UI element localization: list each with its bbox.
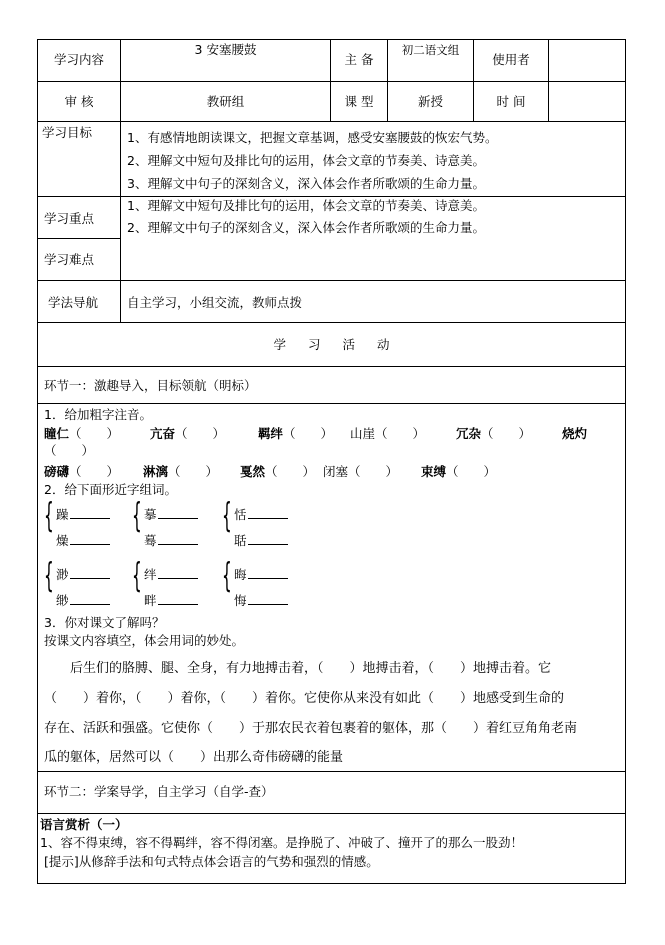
- goal-item: 2、理解文中短句及排比句的运用，体会文章的节奏美、诗意美。: [127, 153, 485, 168]
- label-time: 时 间: [496, 94, 526, 109]
- lesson-title: 3 安塞腰鼓: [194, 42, 257, 57]
- question-1: 1．给加粗字注音。: [44, 407, 152, 422]
- pinyin-item: 束缚（ ）: [421, 464, 497, 479]
- brace-icon: {: [132, 556, 142, 596]
- label-content: 学习内容: [53, 52, 104, 67]
- analysis-title: 语言赏析（一）: [40, 817, 128, 832]
- question-2: 2．给下面形近字组词。: [44, 482, 177, 497]
- goal-item: 3、理解文中句子的深刻含义，深入体会作者所歌颂的生命力量。: [127, 176, 485, 191]
- section2-title: 环节二：学案导学，自主学习（自学-查）: [44, 784, 274, 799]
- fill-paragraph-line: 后生们的胳膊、腿、全身，有力地搏击着，（ ）地搏击着，（ ）地搏击着。它: [44, 661, 552, 676]
- brace-icon: {: [132, 496, 142, 536]
- pinyin-item: 山崖（ ）: [350, 426, 426, 441]
- pinyin-item: 瞳仁（ ）: [44, 426, 120, 441]
- pinyin-item: 羁绊（ ）: [258, 426, 334, 441]
- type-value: 新授: [417, 94, 443, 109]
- char-item: 悔: [234, 590, 288, 609]
- label-preparer: 主 备: [344, 52, 374, 67]
- char-item: 缈: [56, 590, 110, 609]
- char-item: 晦: [234, 564, 288, 583]
- fill-paragraph-line: 瓜的躯体，居然可以（ ）出那么奇伟磅礴的能量: [44, 750, 344, 765]
- pinyin-item: 闭塞（ ）: [323, 464, 399, 479]
- char-item: 恬: [234, 504, 288, 523]
- goal-item: 1、有感情地朗读课文，把握文章基调，感受安塞腰鼓的恢宏气势。: [127, 130, 498, 145]
- label-type: 课 型: [344, 94, 374, 109]
- key-item: 2、理解文中句子的深刻含义，深入体会作者所歌颂的生命力量。: [127, 220, 485, 235]
- question-3: 3．你对课文了解吗？: [44, 615, 165, 630]
- label-goals: 学习目标: [42, 125, 93, 140]
- fill-paragraph-line: 存在、活跃和强盛。它使你（ ）于那农民衣着包裹着的躯体，那（ ）着红豆角角老南: [44, 721, 578, 736]
- pinyin-item: 亢奋（ ）: [150, 426, 226, 441]
- method-text: 自主学习，小组交流，教师点拨: [127, 295, 303, 310]
- char-item: 渺: [56, 564, 110, 583]
- char-item: 摹: [144, 504, 198, 523]
- key-item: 1、理解文中短句及排比句的运用，体会文章的节奏美、诗意美。: [127, 198, 485, 213]
- brace-icon: {: [44, 496, 54, 536]
- section1-title: 环节一：激趣导入，目标领航（明标）: [44, 378, 257, 393]
- char-item: 畔: [144, 590, 198, 609]
- brace-icon: {: [44, 556, 54, 596]
- char-item: 燥: [56, 530, 110, 549]
- pinyin-blank: （ ）: [44, 443, 95, 458]
- char-item: 聒: [234, 530, 288, 549]
- review-value: 教研组: [206, 94, 245, 109]
- fill-paragraph-line: （ ）着你，（ ）着你，（ ）着你。它使你从来没有如此（ ）地感受到生命的: [44, 691, 565, 706]
- label-user: 使用者: [492, 52, 530, 67]
- preparer-value: 初二语文组: [401, 43, 460, 57]
- analysis-hint: [提示]从修辞手法和句式特点体会语言的气势和强烈的情感。: [44, 854, 379, 869]
- brace-icon: {: [222, 496, 232, 536]
- pinyin-item: 戛然（ ）: [240, 464, 316, 479]
- pinyin-item: 烧灼: [562, 426, 588, 441]
- char-item: 蓦: [144, 530, 198, 549]
- activity-title: 学 习 活 动: [273, 337, 390, 352]
- pinyin-item: 淋漓（ ）: [143, 464, 219, 479]
- pinyin-item: 磅礴（ ）: [44, 464, 120, 479]
- char-item: 躁: [56, 504, 110, 523]
- label-method: 学法导航: [48, 295, 99, 310]
- label-keys: 学习重点: [44, 211, 95, 226]
- brace-icon: {: [222, 556, 232, 596]
- label-difficulties: 学习难点: [44, 252, 95, 267]
- char-item: 绊: [144, 564, 198, 583]
- question-3-sub: 按课文内容填空，体会用词的妙处。: [44, 633, 245, 648]
- label-review: 审 核: [64, 94, 94, 109]
- pinyin-item: 冗杂（ ）: [456, 426, 532, 441]
- analysis-line: 1、容不得束缚，容不得羁绊，容不得闭塞。是挣脱了、冲破了、撞开了的那么一股劲！: [40, 835, 523, 850]
